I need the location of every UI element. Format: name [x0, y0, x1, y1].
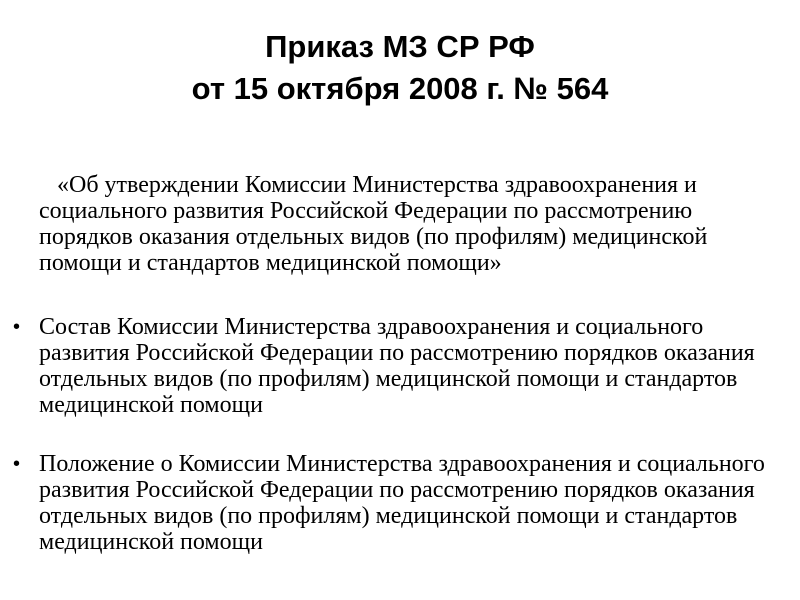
- bullet-text: Состав Комиссии Министерства здравоохранения и социального развития Российской Федерации по рассмотрению порядков оказания отдельных видов (по профилям) медицинской помощи и стандартов медицинской помощи: [39, 314, 755, 418]
- order-description: «Об утверждении Комиссии Министерства здравоохранения и социального развития Российской Федерации по рассмотрению порядков оказания отдельных видов (по профилям) медицинской помощи и стандартов медицинской помощи»: [39, 172, 708, 276]
- bullet-item-regulation: [13, 451, 794, 555]
- title-line-2: от 15 октября 2008 г. № 564: [191, 71, 609, 106]
- title-line-1: Приказ МЗ СР РФ: [265, 29, 535, 64]
- bullet-item-composition: [13, 314, 794, 418]
- bullet-text: Положение о Комиссии Министерства здравоохранения и социального развития Российской Федерации по рассмотрению порядков оказания отдельных видов (по профилям) медицинской помощи и стандартов медицинской помощи: [39, 451, 765, 555]
- bullet-icon: •: [13, 453, 21, 475]
- page-title: [0, 26, 800, 110]
- bullet-icon: •: [13, 316, 21, 338]
